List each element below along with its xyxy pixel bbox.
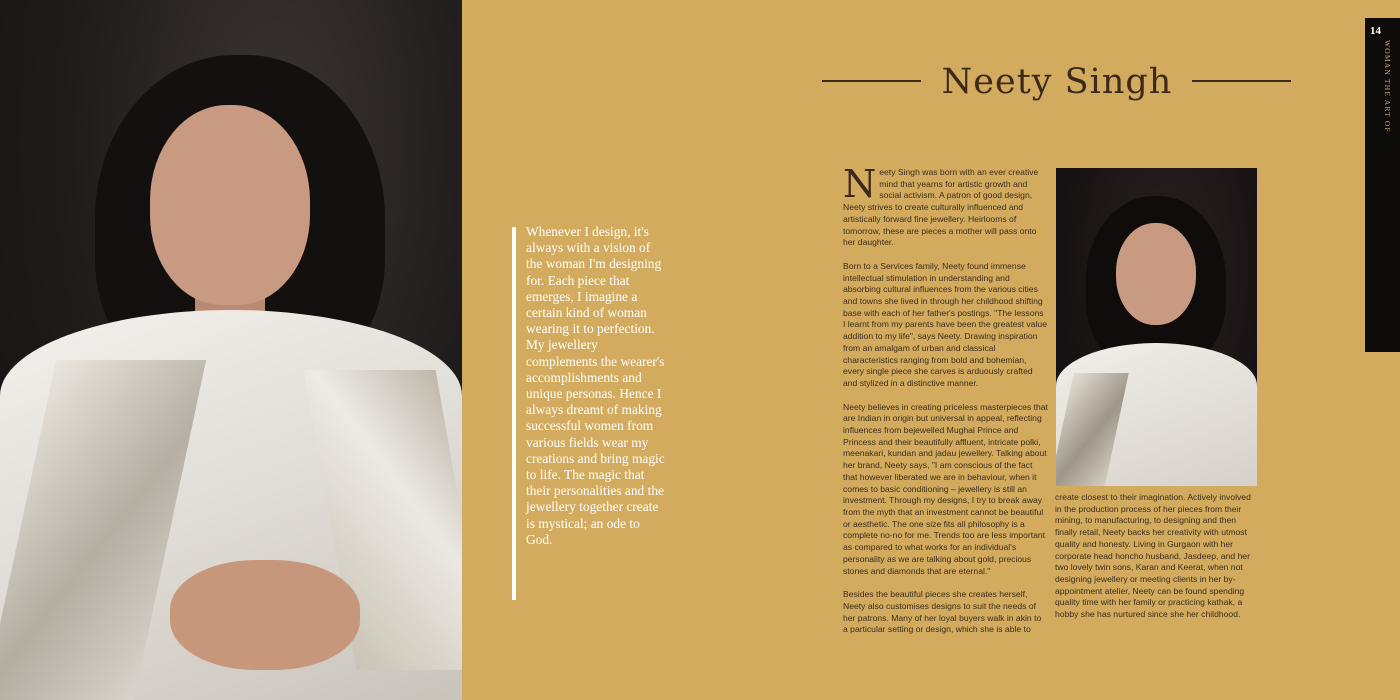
drop-cap: N [843, 162, 877, 206]
portrait-face [150, 105, 310, 305]
article-paragraph-1 [843, 162, 1048, 249]
spine-label: WOMAN THE ART OF [1383, 40, 1392, 133]
page-number: 14 [1370, 25, 1381, 37]
article-paragraph-2: Born to a Services family, Neety found immense intellectual stimulation in understanding and absorbing cultural influences from the various cities and towns she lived in through her childhood shifting base with each of her father's postings. "The lessons I learnt from my parents have been the greatest value addition to my life", says Neety. Drawing inspiration from an amalgam of urban and classical characteristics ranging from bold and bohemian, every single piece she carves is arduously crafted and stylized in a distinctive manner. [843, 260, 1047, 388]
page-title: Neety Singh [941, 62, 1173, 102]
pull-quote-bar [512, 227, 516, 600]
portrait-hands [170, 560, 360, 670]
portrait-photo-large [0, 0, 462, 700]
portrait-photo-small [1056, 168, 1257, 486]
title-rule-right [1192, 80, 1291, 82]
title-rule-left [822, 80, 921, 82]
article-paragraph-4: Besides the beautiful pieces she creates herself, Neety also customises designs to suit the needs of her patrons. Many of her loyal buyers walk in akin to a particular setting or design, which she is able to [843, 589, 1042, 635]
article-paragraph-3: Neety believes in creating priceless masterpieces that are Indian in origin but universal in appeal, reflecting influences from bejewelled Mughal Prince and Princess and their beautifully affluent, intricate polki, meenakari, kundan and jadau jewellery. Talking about her brand, Neety says, "I am conscious of the fact that however liberated we are in behaviour, when it comes to basic conditioning – jewellery is still an investment. Through my designs, I try to break away from the myth that an investment cannot be beautiful or aesthetic. The one size fits all philosophy is a complete no-no for me. Trends too are less important as compared to what works for an individual's personality as we are talking about gold, precious stones and diamonds that are eternal." [843, 401, 1048, 576]
article-paragraph-5: create closest to their imagination. Actively involved in the production process of her pieces from their mining, to manufacturing, to designing and then finally retail, Neety backs her creativity with utmost quality and honesty. Living in Gurgaon with her corporate head honcho husband, Jasdeep, and her two lovely twin sons, Karan and Keerat, when not designing jewellery or meeting clients in her by-appointment atelier, Neety can be found spending quality time with her family or practicing kathak, a hobby she has nurtured since she her childhood. [1055, 492, 1251, 620]
article-paragraph-1-text: eety Singh was born with an ever creative mind that yearns for artistic growth and social activism. A patron of good design, Neety strives to create culturally influenced and artistically forward fine jewellery. Heirlooms of tomorrow, these are pieces a mother will pass onto her daughter. [843, 167, 1039, 248]
small-portrait-face [1116, 223, 1196, 325]
pull-quote: Whenever I design, it's always with a vision of the woman I'm designing for. Each piece that emerges, I imagine a certain kind of woman wearing it to perfection. My jewellery complements the wearer's accomplishments and unique personas. Hence I always dreamt of making successful women from various fields wear my creations and bring magic to life. The magic that their personalities and the jewellery together create is mystical; an ode to God. [526, 224, 665, 547]
article-column-1 [843, 162, 1048, 648]
article-column-2 [1055, 492, 1258, 633]
